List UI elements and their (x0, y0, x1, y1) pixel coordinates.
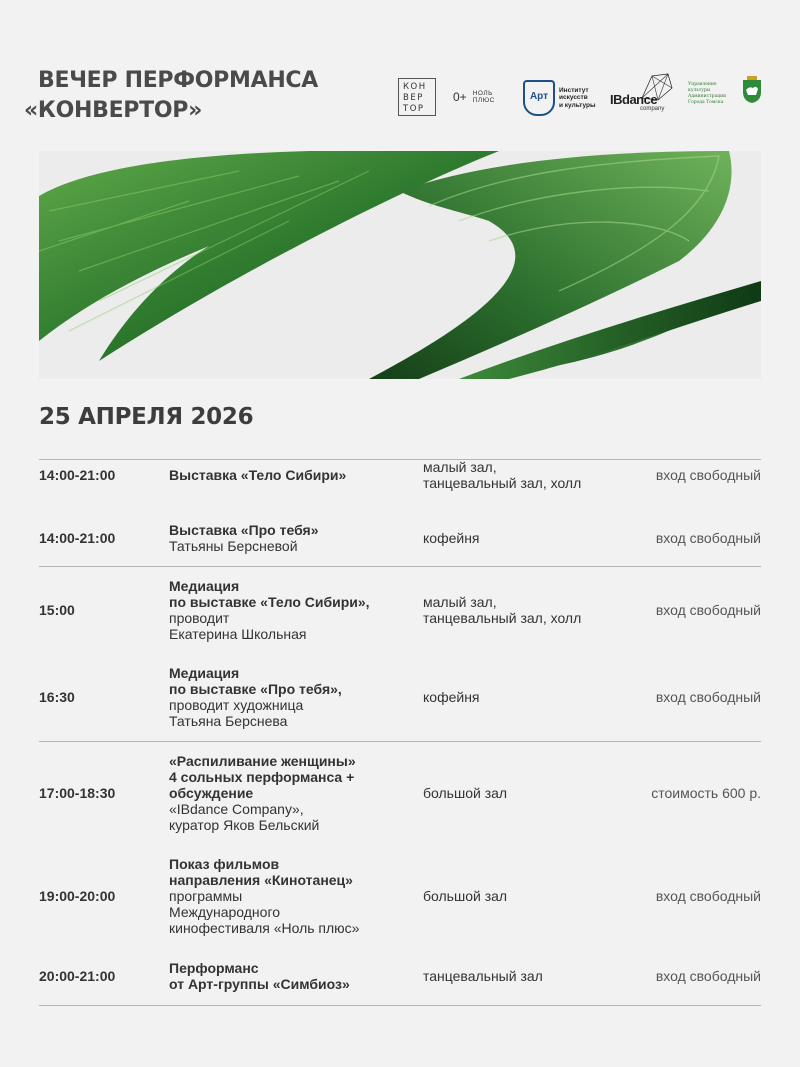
divider (39, 566, 761, 567)
event-venue (423, 530, 623, 546)
tomsk-crest-icon (741, 76, 763, 104)
event-price: вход свободный (655, 602, 761, 618)
event-detail-text: Татьяны Берсневой (169, 538, 298, 554)
ibdance-logo: IBdance company (610, 72, 674, 116)
event-venue-line: танцевальный зал (423, 968, 543, 984)
event-detail-text: «IBdance Company», (169, 801, 304, 817)
event-title-text: Перформанс (169, 960, 259, 976)
event-venue-line: танцевальный зал, холл (423, 610, 582, 626)
event-title (24, 66, 318, 126)
event-title-text: направления «Кинотанец» (169, 872, 353, 888)
partner-logos (398, 70, 764, 122)
event-title-text: Показ фильмов (169, 856, 280, 872)
event-time: 15:00 (39, 602, 75, 618)
event-price: вход свободный (655, 888, 761, 904)
event-venue-line: большой зал (423, 785, 508, 801)
event-description (169, 753, 409, 833)
event-title-text: от Арт-группы «Симбиоз» (169, 976, 350, 992)
event-detail-text: проводит (169, 610, 230, 626)
event-title-text: Медиация (169, 578, 240, 594)
event-venue-line: большой зал (423, 888, 508, 904)
event-time: 14:00-21:00 (39, 467, 116, 483)
hero-artwork (39, 151, 761, 379)
event-detail-text: Международного (169, 904, 281, 920)
event-time: 19:00-20:00 (39, 888, 116, 904)
event-time: 14:00-21:00 (39, 530, 116, 546)
event-title-text: Медиация (169, 665, 240, 681)
event-detail-text: программы (169, 888, 243, 904)
event-venue (423, 459, 623, 491)
event-title-text: по выставке «Про тебя», (169, 681, 342, 697)
age-rating: 0+ (453, 90, 467, 104)
event-price: вход свободный (655, 530, 761, 546)
event-title-text: «Распиливание женщины» (169, 753, 356, 769)
event-detail-text: кинофестиваля «Ноль плюс» (169, 920, 360, 936)
event-time: 16:30 (39, 689, 75, 705)
event-venue-line: кофейня (423, 530, 480, 546)
nol-plus-logo: 0+ НОЛЬ ПЛЮС (453, 90, 495, 104)
art-institute-shield-icon: Aрт (523, 80, 555, 116)
event-detail-text: Екатерина Школьная (169, 626, 307, 642)
event-description (169, 522, 409, 554)
event-description (169, 578, 409, 642)
event-venue (423, 888, 623, 904)
divider (39, 741, 761, 742)
event-price: стоимость 600 р. (651, 785, 761, 801)
event-title-text: Выставка «Тело Сибири» (169, 467, 347, 483)
event-venue (423, 689, 623, 705)
event-detail-text: проводит художница (169, 697, 304, 713)
event-description (169, 665, 409, 729)
divider (39, 1005, 761, 1006)
event-title-text: Выставка «Про тебя» (169, 522, 319, 538)
event-title-line1: ВЕЧЕР ПЕРФОРМАНСА (38, 68, 318, 93)
event-time: 17:00-18:30 (39, 785, 116, 801)
event-price: вход свободный (655, 467, 761, 483)
event-description (169, 960, 409, 992)
event-time: 20:00-21:00 (39, 968, 116, 984)
konvertor-logo: КОН ВЕР ТОР (398, 78, 436, 116)
event-venue-line: танцевальный зал, холл (423, 475, 582, 491)
divider (39, 459, 761, 460)
event-detail-text: Татьяна Берснева (169, 713, 288, 729)
event-venue (423, 968, 623, 984)
event-detail-text: куратор Яков Бельский (169, 817, 320, 833)
green-brush-stroke-artwork (39, 151, 761, 379)
event-price: вход свободный (655, 968, 761, 984)
art-institute-logo: Aрт Институт искусств и культуры (523, 80, 596, 116)
event-price: вход свободный (655, 689, 761, 705)
event-title-line2: «КОНВЕРТОР» (24, 98, 202, 123)
event-date: 25 АПРЕЛЯ 2026 (39, 404, 254, 430)
event-title-text: обсуждение (169, 785, 254, 801)
event-description (169, 467, 409, 483)
event-title-text: по выставке «Тело Сибири», (169, 594, 370, 610)
event-venue-line: кофейня (423, 689, 480, 705)
event-title-text: 4 сольных перформанса + (169, 769, 355, 785)
event-venue-line: малый зал, (423, 594, 497, 610)
event-venue (423, 785, 623, 801)
event-venue-line: малый зал, (423, 459, 497, 475)
culture-department-logo: Управление культуры Администрации Города Томска (688, 76, 763, 106)
event-description (169, 856, 409, 936)
event-venue (423, 594, 623, 626)
